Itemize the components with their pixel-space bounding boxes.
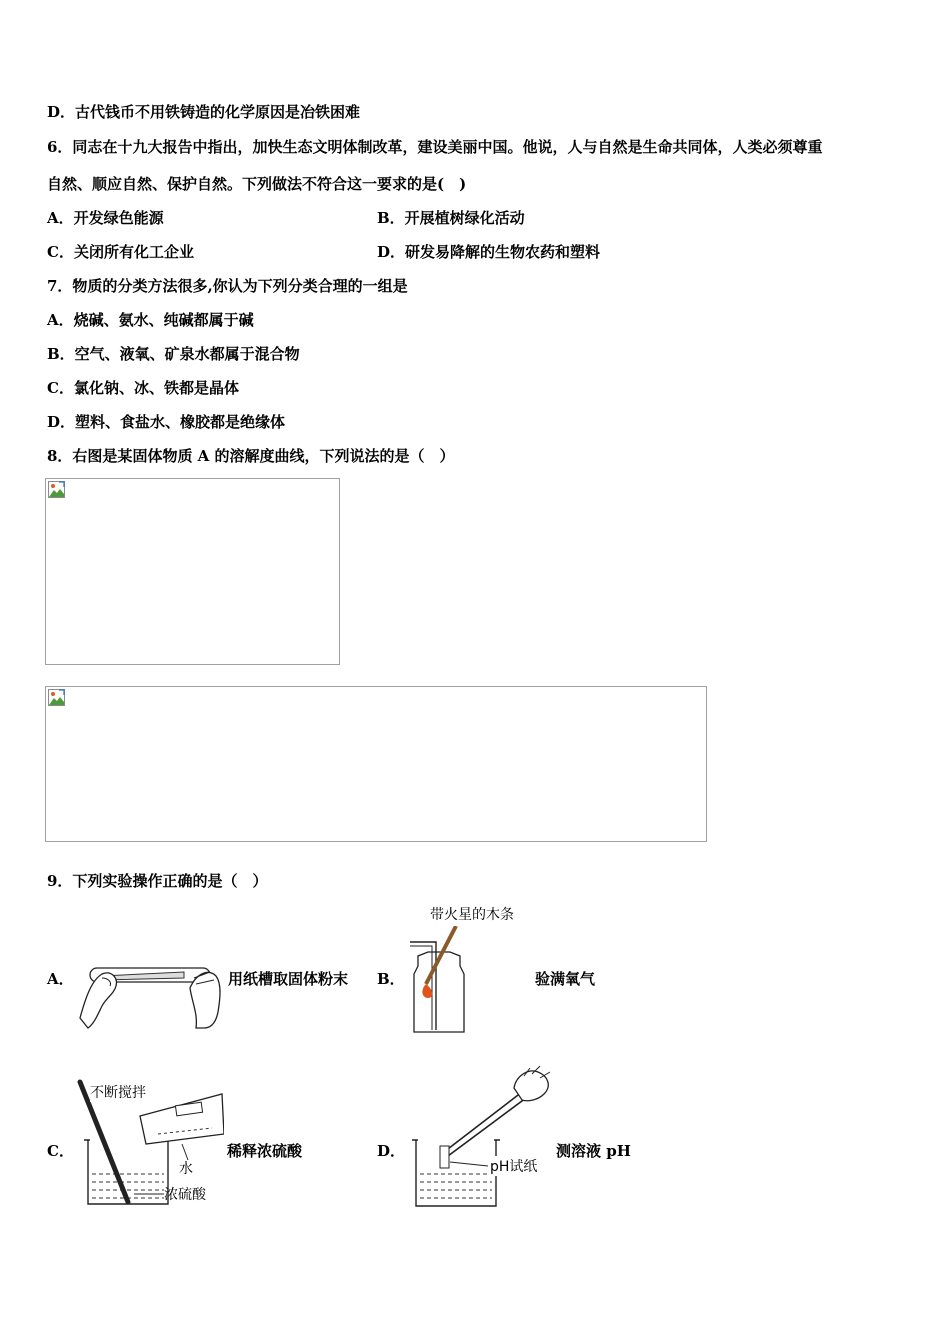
q5-option-d: D．古代钱币不用铁铸造的化学原因是冶铁困难 (47, 103, 361, 121)
q7-option-a: A．烧碱、氨水、纯碱都属于碱 (47, 311, 254, 329)
q9-option-b-caption: 验满氧气 (535, 970, 596, 988)
ph-paper-figure (404, 1062, 554, 1210)
q6-option-a: A．开发绿色能源 (47, 209, 164, 227)
broken-image-icon (48, 481, 65, 498)
oxygen-bottle-figure (404, 926, 474, 1038)
broken-image-icon (48, 689, 65, 706)
q9-option-b-label: 带火星的木条 (430, 907, 514, 923)
q7-option-d: D．塑料、食盐水、橡胶都是绝缘体 (47, 413, 286, 431)
q6-option-c: C．关闭所有化工企业 (47, 243, 194, 261)
q9-stem: 9．下列实验操作正确的是（ ） (47, 872, 268, 890)
q6-stem-line1: 6．同志在十九大报告中指出，加快生态文明体制改革，建设美丽中国。他说，人与自然是生命共同体，人类必须尊重 (47, 138, 823, 156)
q9-option-d-label-paper: pH试纸 (490, 1156, 537, 1176)
q6-stem-line2: 自然、顺应自然、保护自然。下列做法不符合这一要求的是( ) (47, 175, 467, 193)
q9-option-d-caption: 测溶液 pH (556, 1142, 631, 1160)
q8-options-placeholder (45, 686, 707, 842)
paper-trough-figure (72, 948, 224, 1032)
q7-option-c: C．氯化钠、冰、铁都是晶体 (47, 379, 239, 397)
q9-option-a-letter: A． (47, 970, 74, 988)
q9-option-d-letter: D． (377, 1142, 406, 1160)
q9-option-c-letter: C． (47, 1142, 74, 1160)
q9-option-c-label-acid: 浓硫酸 (164, 1187, 206, 1203)
q7-option-b: B．空气、液氧、矿泉水都属于混合物 (47, 345, 300, 363)
q9-option-c-label-stir: 不断搅拌 (90, 1082, 146, 1102)
q7-stem: 7．物质的分类方法很多,你认为下列分类合理的一组是 (47, 277, 408, 295)
q9-option-c-label-water: 水 (179, 1161, 193, 1177)
q9-option-c-caption: 稀释浓硫酸 (227, 1142, 303, 1160)
q8-stem: 8．右图是某固体物质 A 的溶解度曲线，下列说法的是（ ） (47, 447, 455, 465)
q8-figure-placeholder (45, 478, 340, 665)
q9-option-a-caption: 用纸槽取固体粉末 (228, 970, 349, 988)
q6-option-b: B．开展植树绿化活动 (377, 209, 525, 227)
q9-option-b-letter: B． (377, 970, 405, 988)
q6-option-d: D．研发易降解的生物农药和塑料 (377, 243, 601, 261)
